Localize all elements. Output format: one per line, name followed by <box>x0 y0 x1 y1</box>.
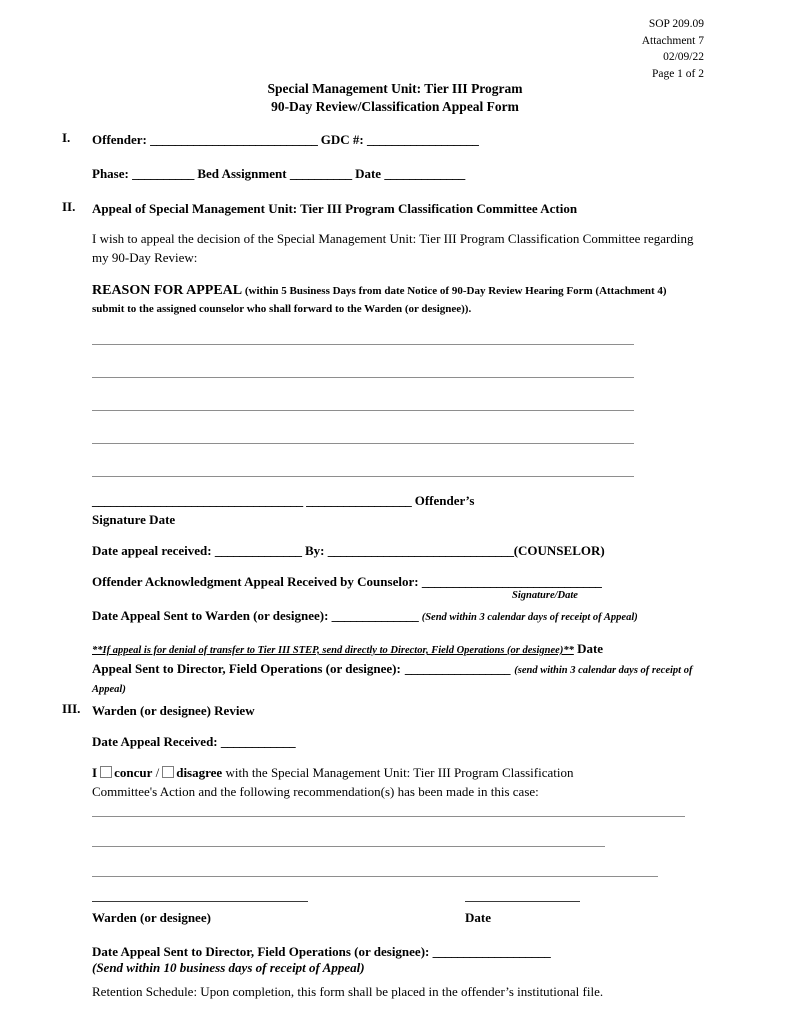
warden-signature-label: Warden (or designee) <box>92 910 211 925</box>
sent-to-warden-row <box>92 606 638 628</box>
offender-signature-blank[interactable]: __________________________________ <box>92 493 303 508</box>
concur-label: concur <box>114 765 153 780</box>
section-two-numeral: II. <box>62 199 76 214</box>
warden-date-received-label: Date Appeal Received: <box>92 734 218 749</box>
director-sent-label: Appeal Sent to Director, Field Operations (or designee): <box>92 661 401 676</box>
document-header <box>642 16 704 82</box>
title-line-2: 90-Day Review/Classification Appeal Form <box>271 99 519 114</box>
header-date: 02/09/22 <box>663 51 704 63</box>
offender-signature-row <box>92 491 474 511</box>
sent-to-director-label: Date Appeal Sent to Director, Field Operations (or designee): <box>92 944 430 959</box>
sent-to-warden-blank[interactable]: ______________ <box>331 608 419 623</box>
appeal-writing-line[interactable] <box>92 410 634 411</box>
by-blank[interactable]: ______________________________ <box>327 543 514 558</box>
appeal-writing-line[interactable] <box>92 377 634 378</box>
reason-for-appeal-note: (within 5 Business Days from date Notice of 90-Day Review Hearing Form (Attachment 4) submit to the assigned counselor who shall forward to the Warden (or designee)). <box>92 285 667 315</box>
acknowledgment-blank[interactable]: _____________________________ <box>421 574 602 589</box>
warden-date-received-blank[interactable]: ____________ <box>220 734 296 749</box>
warden-date-received-row <box>92 732 295 752</box>
page-title <box>0 80 790 116</box>
section-two <box>62 199 728 219</box>
offender-field-row <box>92 130 728 150</box>
appeal-intro-paragraph <box>92 230 696 267</box>
gdc-label: GDC #: <box>320 132 364 147</box>
offender-label: Offender: <box>92 132 147 147</box>
acknowledgment-label: Offender Acknowledgment Appeal Received by Counselor: <box>92 574 419 589</box>
section-one <box>62 130 728 184</box>
bed-assignment-input-blank[interactable]: __________ <box>289 166 352 181</box>
phase-label: Phase: <box>92 166 129 181</box>
offender-input-blank[interactable]: ___________________________ <box>150 132 318 147</box>
counselor-label: (COUNSELOR) <box>513 543 605 558</box>
section-three-numeral: III. <box>62 701 81 716</box>
header-attachment: Attachment 7 <box>641 34 704 47</box>
reason-for-appeal-block <box>92 281 674 317</box>
appeal-writing-line[interactable] <box>92 443 634 444</box>
director-sent-blank[interactable]: _________________ <box>404 661 511 676</box>
date-appeal-received-row <box>92 541 605 561</box>
gdc-input-blank[interactable]: __________________ <box>367 132 479 147</box>
retention-schedule-text: Retention Schedule: Upon completion, this form shall be placed in the offender’s institutional file. <box>92 984 604 999</box>
sent-to-warden-label: Date Appeal Sent to Warden (or designee): <box>92 608 329 623</box>
sent-to-director-blank[interactable]: ___________________ <box>432 944 551 959</box>
date-appeal-received-label: Date appeal received: <box>92 543 212 558</box>
recommendation-writing-line[interactable] <box>92 846 605 847</box>
step-director-block <box>92 639 696 698</box>
director-sent-note: (send within 3 calendar days of receipt of Appeal) <box>92 665 693 695</box>
disagree-label: disagree <box>176 765 223 780</box>
date-label: Date <box>355 166 382 181</box>
appeal-writing-line[interactable] <box>92 344 634 345</box>
title-line-1: Special Management Unit: Tier III Program <box>267 81 523 96</box>
section-two-heading: Appeal of Special Management Unit: Tier III Program Classification Committee Action <box>92 201 578 216</box>
decision-tail-text: with the Special Management Unit: Tier III Program Classification Committee's Action and the following recommendation(s) has been made in this case: <box>92 765 574 799</box>
warden-signature-line[interactable] <box>92 901 308 902</box>
section-three <box>62 701 728 721</box>
decision-separator: / <box>155 765 160 780</box>
signature-date-label: Signature Date <box>92 512 176 527</box>
step-denial-note: **If appeal is for denial of transfer to Tier III STEP, send directly to Director, Field Operations (or designee)** <box>92 645 574 656</box>
signature-date-caption: Signature/Date <box>512 590 578 601</box>
warden-date-label: Date <box>465 910 491 925</box>
sent-to-director-note: (Send within 10 business days of receipt of Appeal) <box>92 960 365 975</box>
disagree-checkbox[interactable] <box>162 766 174 778</box>
concur-checkbox[interactable] <box>100 766 112 778</box>
decision-pronoun: I <box>92 765 98 780</box>
bed-assignment-label: Bed Assignment <box>197 166 287 181</box>
recommendation-writing-line[interactable] <box>92 876 658 877</box>
phase-input-blank[interactable]: __________ <box>132 166 195 181</box>
sent-to-director-row <box>92 942 550 962</box>
reason-for-appeal-heading: REASON FOR APPEAL <box>92 283 243 298</box>
recommendation-writing-line[interactable] <box>92 816 685 817</box>
section-three-heading: Warden (or designee) Review <box>92 703 255 718</box>
offender-possessive-label: Offender’s <box>414 493 475 508</box>
appeal-writing-line[interactable] <box>92 476 634 477</box>
appeal-intro-text: I wish to appeal the decision of the Special Management Unit: Tier III Program Classification Committee regarding my 90-Day Review: <box>92 231 694 265</box>
phase-field-row <box>92 164 728 184</box>
header-sop-number: SOP 209.09 <box>648 18 704 30</box>
concur-disagree-block <box>92 764 630 801</box>
header-page-number: Page 1 of 2 <box>651 67 704 80</box>
section-one-numeral: I. <box>62 130 71 145</box>
date-input-blank[interactable]: _____________ <box>384 166 465 181</box>
date-appeal-received-blank[interactable]: ______________ <box>214 543 302 558</box>
acknowledgment-row <box>92 572 602 592</box>
by-label: By: <box>304 543 325 558</box>
offender-signature-date-blank[interactable]: _________________ <box>306 493 412 508</box>
director-date-label: Date <box>577 641 604 656</box>
sent-to-warden-note: (Send within 3 calendar days of receipt of Appeal) <box>421 612 638 623</box>
warden-date-line[interactable] <box>465 901 580 902</box>
